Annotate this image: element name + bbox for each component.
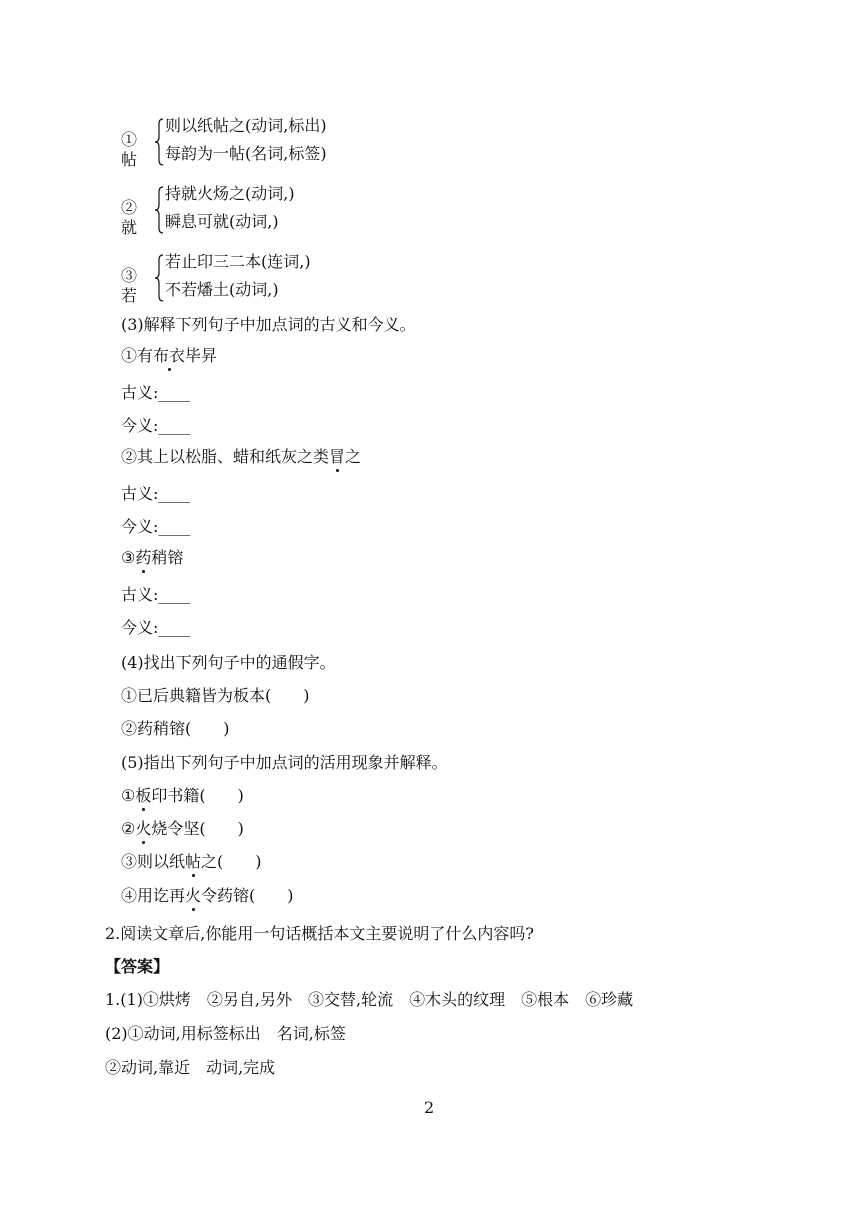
jin-yi-blank: 今义:____: [121, 416, 191, 435]
q5-item: ②火烧令坚( ): [121, 819, 244, 838]
polysemy-sentence: 则以纸帖之(动词,标出): [165, 116, 327, 135]
question-2: 2.阅读文章后,你能用一句话概括本文主要说明了什么内容吗?: [105, 924, 534, 943]
answer-heading: 【答案】: [105, 957, 170, 976]
q5-title: (5)指出下列句子中加点词的活用现象并解释。: [121, 753, 448, 772]
q5-item: ③则以纸帖之( ): [121, 852, 262, 871]
brace-icon: [154, 254, 164, 302]
brace-icon: [154, 118, 164, 166]
dotted-word: 板: [135, 786, 152, 805]
gu-yi-blank: 古义:____: [121, 484, 191, 503]
polysemy-label: ②就: [121, 198, 138, 237]
dotted-word: 布衣: [153, 346, 186, 365]
polysemy-label: ③若: [121, 266, 138, 305]
gu-yi-blank: 古义:____: [121, 585, 191, 604]
q4-title: (4)找出下列句子中的通假字。: [121, 653, 336, 672]
answer-line: (2)①动词,用标签标出 名词,标签: [105, 1024, 346, 1043]
jin-yi-blank: 今义:____: [121, 618, 191, 637]
q3-sentence: ①有布衣毕昇: [121, 346, 218, 365]
polysemy-label: ①帖: [121, 130, 138, 169]
dotted-word: 火: [135, 819, 152, 838]
q5-item: ④用讫再火令药镕( ): [121, 886, 294, 905]
polysemy-sentence: 瞬息可就(动词,): [165, 212, 279, 231]
dotted-word: 药: [135, 548, 152, 567]
polysemy-sentence: 每韵为一帖(名词,标签): [165, 144, 327, 163]
page-number: 2: [424, 1098, 435, 1117]
q4-item: ②药稍镕( ): [121, 719, 230, 738]
q3-sentence: ③药稍镕: [121, 548, 184, 567]
q4-item: ①已后典籍皆为板本( ): [121, 686, 310, 705]
dotted-word: 冒: [329, 447, 346, 466]
answer-line: ②动词,靠近 动词,完成: [105, 1058, 276, 1077]
jin-yi-blank: 今义:____: [121, 517, 191, 536]
q3-sentence: ②其上以松脂、蜡和纸灰之类冒之: [121, 447, 362, 466]
q5-item: ①板印书籍( ): [121, 786, 244, 805]
polysemy-sentence: 不若燔土(动词,): [165, 280, 279, 299]
q3-title: (3)解释下列句子中加点词的古义和今义。: [121, 315, 416, 334]
dotted-word: 帖: [185, 852, 202, 871]
polysemy-sentence: 持就火炀之(动词,): [165, 184, 295, 203]
answer-line: 1.(1)①烘烤 ②另自,另外 ③交替,轮流 ④木头的纹理 ⑤根本 ⑥珍藏: [105, 990, 634, 1009]
dotted-word: 火: [185, 886, 202, 905]
polysemy-sentence: 若止印三二本(连词,): [165, 252, 311, 271]
gu-yi-blank: 古义:____: [121, 383, 191, 402]
brace-icon: [154, 186, 164, 234]
